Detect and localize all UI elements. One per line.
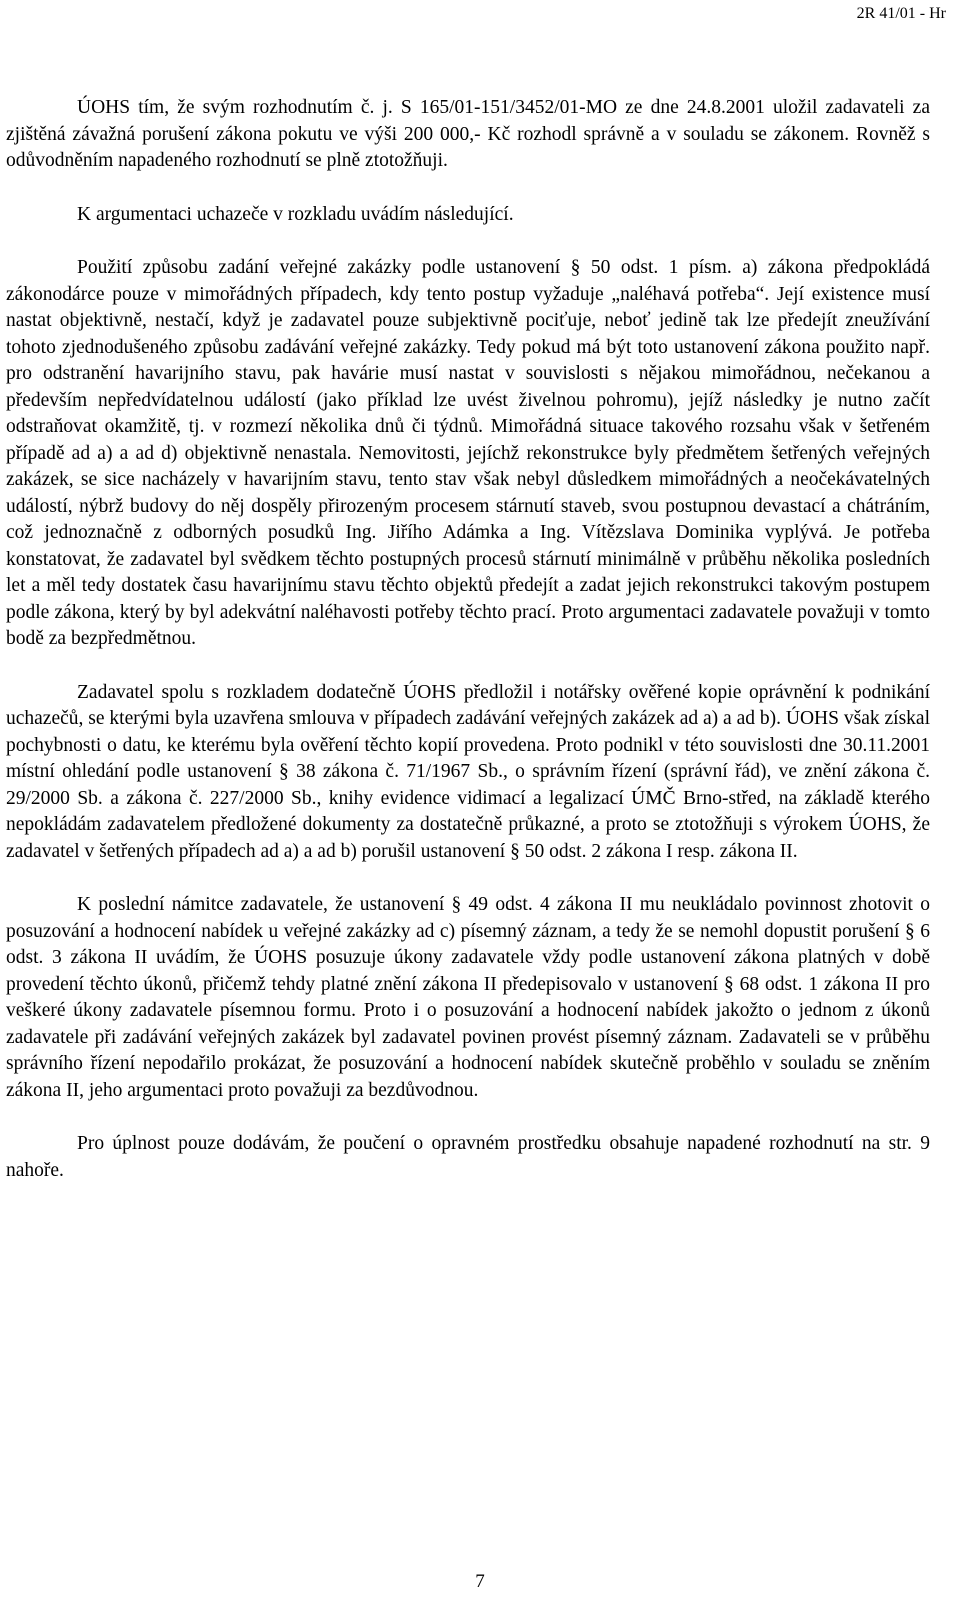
paragraph-gap [6, 228, 930, 255]
paragraph-gap [6, 175, 930, 202]
paragraph-decision-assessment: ÚOHS tím, že svým rozhodnutím č. j. S 165/01-151/3452/01-MO ze dne 24.8.2001 uložil zadavateli za zjištěná závažná porušení zákona pokutu ve výši 200 000,- Kč rozhodl správně a v souladu se zákonem. Rovněž s odůvodněním napadeného rozhodnutí se plně ztotožňuji. [6, 97, 930, 171]
document-body [6, 95, 930, 1184]
paragraph-urgent-need: Použití způsobu zadání veřejné zakázky podle ustanovení § 50 odst. 1 písm. a) zákona předpokládá zákonodárce pouze v mimořádných případech, kdy tento postup vyžaduje „naléhavá potřeba“. Její existence musí nastat objektivně, nestačí, když je zadavatel pouze subjektivně pociťuje, neboť jedině tak lze předejít zneužívání tohoto zjednodušeného způsobu zadávání veřejné zakázky. Tedy pokud má být toto ustanovení zákona použito např. pro odstranění havarijního stavu, pak havárie musí nastat v souvislosti s nějakou mimořádnou, nečekanou a především nepředvídatelnou událostí (jako příklad lze uvést živelnou pohromu), jejíž následky je nutno začít odstraňovat okamžitě, tj. v rozmezí několika dnů či týdnů. Mimořádná situace takového rozsahu však v šetřeném případě ad a) a ad d) objektivně nenastala. Nemovitosti, jejíchž rekonstrukce byly předmětem šetřených veřejných zakázek, se sice nacházely v havarijním stavu, tento stav však nebyl důsledkem mimořádných a neočekávatelných událostí, nýbrž budovy do něj dospěly přirozeným procesem stárnutí staveb, svou postupnou devastací a chátráním, což jednoznačně z odborných posudků Ing. Jiřího Adámka a Ing. Vítězslava Dominika vyplývá. Je potřeba konstatovat, že zadavatel byl svědkem těchto postupných procesů stárnutí minimálně v průběhu několika posledních let a měl tedy dostatek času havarijnímu stavu těchto objektů předejít a zadat jejich rekonstrukci takovým postupem podle zákona, který by byl adekvátní naléhavosti potřeby těchto prací. Proto argumentaci zadavatele považuji v tomto bodě za bezpředmětnou. [6, 257, 930, 649]
paragraph-last-objection: K poslední námitce zadavatele, že ustanovení § 49 odst. 4 zákona II mu neukládalo povinnost zhotovit o posuzování a hodnocení nabídek u veřejné zakázky ad c) písemný záznam, a tedy že se nemohl dopustit porušení § 6 odst. 3 zákona II uvádím, že ÚOHS posuzuje úkony zadavatele vždy podle ustanovení zákona platných v době provedení těchto úkonů, přičemž tehdy platné znění zákona II předepisovalo v ustanovení § 68 odst. 1 zákona II pro veškeré úkony zadavatele písemnou formu. Proto i o posuzování a hodnocení nabídek jakožto o jednom z úkonů zadavatele při zadávání veřejných zakázek byl zadavatel povinen provést písemný záznam. Zadavateli se v průběhu správního řízení nepodařilo prokázat, že posuzování a hodnocení nabídek skutečně proběhlo v souladu se zněním zákona II, jeho argumentaci proto považuji za bezdůvodnou. [6, 894, 930, 1101]
paragraph-notarized-copies: Zadavatel spolu s rozkladem dodatečně ÚOHS předložil i notářsky ověřené kopie oprávnění k podnikání uchazečů, se kterými byla uzavřena smlouva v případech zadávání veřejných zakázek ad a) a ad b). ÚOHS však získal pochybnosti o datu, ke kterému byla ověření těchto kopií provedena. Proto podnikl v této souvislosti dne 30.11.2001 místní ohledání podle ustanovení § 38 zákona č. 71/1967 Sb., o správním řízení (správní řád), ve znění zákona č. 29/2000 Sb. a zákona č. 227/2000 Sb., knihy evidence vidimací a legalizací ÚMČ Brno-střed, na základě kterého nepokládám zadavatelem předložené dokumenty za dostatečně průkazné, a proto se ztotožňuji s výrokem ÚOHS, že zadavatel v šetřených případech ad a) a ad b) porušil ustanovení § 50 odst. 2 zákona I resp. zákona II. [6, 681, 930, 862]
page-number: 7 [475, 1571, 485, 1592]
paragraph-gap [6, 865, 930, 892]
paragraph-remedy-notice: Pro úplnost pouze dodávám, že poučení o opravném prostředku obsahuje napadené rozhodnutí na str. 9 nahoře. [6, 1133, 930, 1181]
paragraph-gap [6, 1104, 930, 1131]
document-reference: 2R 41/01 - Hr [856, 5, 946, 22]
paragraph-argumentation-intro: K argumentaci uchazeče v rozkladu uvádím následující. [77, 203, 514, 225]
paragraph-gap [6, 653, 930, 680]
